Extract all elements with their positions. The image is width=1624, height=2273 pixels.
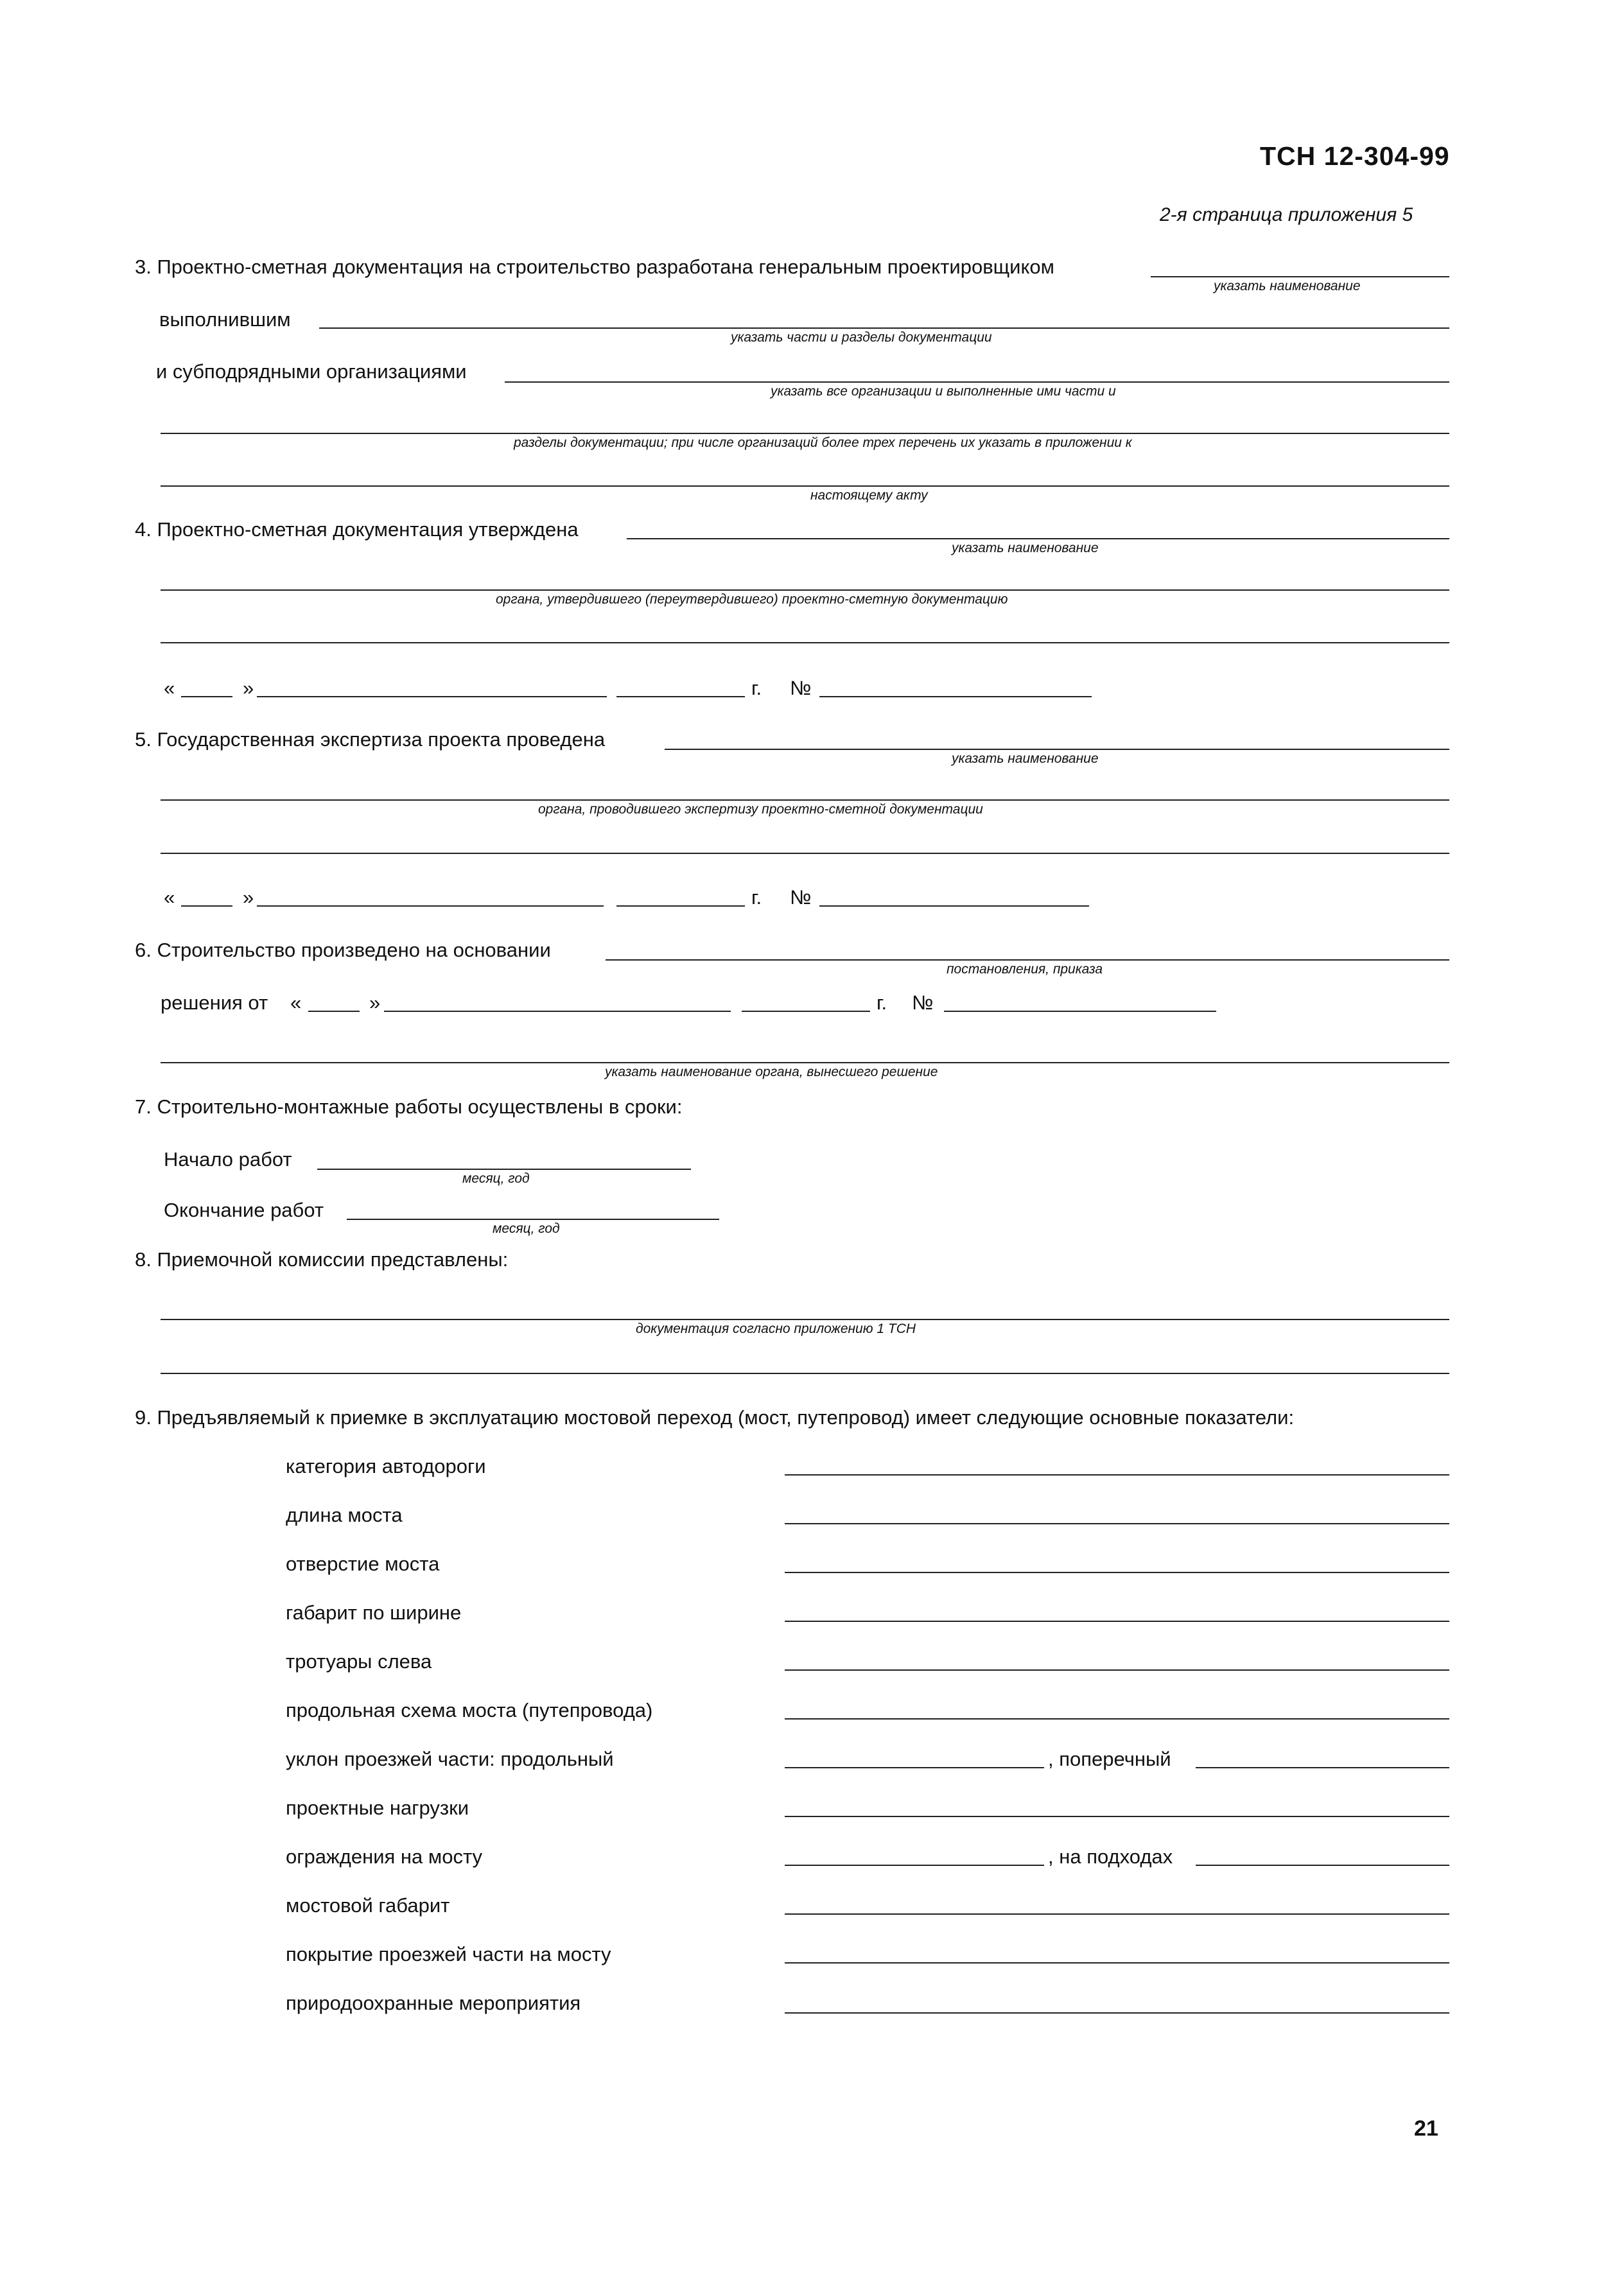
item-6-caption-1: постановления, приказа bbox=[947, 962, 1103, 977]
item-3-org-field[interactable] bbox=[1151, 276, 1449, 277]
item-7-end-label: Окончание работ bbox=[164, 1199, 324, 1221]
item-9-row-label-4: габарит по ширине bbox=[286, 1601, 462, 1624]
item-4-month-field[interactable] bbox=[257, 696, 607, 697]
item-5-text: 5. Государственная экспертиза проекта проведена bbox=[135, 728, 606, 751]
item-3-line-2[interactable] bbox=[161, 433, 1449, 434]
item-4-caption-2: органа, утвердившего (переутвердившего) проектно-сметную документацию bbox=[496, 592, 1008, 607]
item-5-year-field[interactable] bbox=[616, 905, 745, 907]
item-9-row-label-9: ограждения на мосту bbox=[286, 1845, 483, 1868]
item-8-caption: документация согласно приложению 1 ТСН bbox=[636, 1321, 916, 1336]
item-6-day-field[interactable] bbox=[308, 1011, 360, 1012]
item-7-start-label: Начало работ bbox=[164, 1148, 292, 1171]
item-6-body-field[interactable] bbox=[161, 1062, 1449, 1063]
item-5-line-2[interactable] bbox=[161, 799, 1449, 801]
item-3-caption-4: разделы документации; при числе организаций более трех перечень их указать в приложении к bbox=[514, 435, 1132, 450]
item-9-row-field-9b[interactable] bbox=[1196, 1865, 1449, 1866]
item-6-text: 6. Строительство произведено на основании bbox=[135, 939, 551, 961]
item-4-close-quote: » bbox=[243, 677, 254, 699]
item-3-sub-label: и субподрядными организациями bbox=[156, 360, 467, 383]
item-9-row-label-2: длина моста bbox=[286, 1504, 403, 1526]
item-9-row-field-11[interactable] bbox=[785, 1962, 1449, 1964]
item-5-month-field[interactable] bbox=[257, 905, 604, 907]
item-4-org-field[interactable] bbox=[627, 538, 1449, 539]
item-9-row-label-5: тротуары слева bbox=[286, 1650, 432, 1673]
item-9-row-field-8[interactable] bbox=[785, 1816, 1449, 1817]
item-9-row-label-12: природоохранные мероприятия bbox=[286, 1992, 581, 2014]
appendix-page-label: 2-я страница приложения 5 bbox=[1160, 204, 1413, 225]
item-9-row-label-7: уклон проезжей части: продольный bbox=[286, 1748, 614, 1770]
item-4-number-label: № bbox=[790, 677, 812, 699]
page-number: 21 bbox=[1414, 2116, 1438, 2141]
item-7-end-caption: месяц, год bbox=[493, 1221, 560, 1236]
item-9-row-field-3[interactable] bbox=[785, 1572, 1449, 1573]
item-4-open-quote: « bbox=[164, 677, 175, 699]
item-7-end-field[interactable] bbox=[347, 1219, 719, 1220]
item-9-row-field-6[interactable] bbox=[785, 1718, 1449, 1720]
item-8-line-2[interactable] bbox=[161, 1373, 1449, 1374]
item-9-row-label-1: категория автодороги bbox=[286, 1455, 486, 1477]
item-6-decision-label: решения от bbox=[161, 991, 268, 1014]
item-9-row-label-6: продольная схема моста (путепровода) bbox=[286, 1699, 653, 1721]
item-9-row-label-3: отверстие моста bbox=[286, 1553, 440, 1575]
item-4-year-field[interactable] bbox=[616, 696, 745, 697]
item-9-row-field-9a[interactable] bbox=[785, 1865, 1044, 1866]
item-5-line-3[interactable] bbox=[161, 853, 1449, 854]
item-9-row-field-4[interactable] bbox=[785, 1621, 1449, 1622]
document-code: ТСН 12-304-99 bbox=[1260, 141, 1450, 171]
item-5-close-quote: » bbox=[243, 886, 254, 909]
item-4-caption-1: указать наименование bbox=[952, 541, 1099, 555]
item-4-year-label: г. bbox=[751, 677, 762, 699]
item-3-subcontractors-field[interactable] bbox=[505, 381, 1449, 383]
item-9-row-label-8: проектные нагрузки bbox=[286, 1797, 469, 1819]
item-5-open-quote: « bbox=[164, 886, 175, 909]
item-3-caption-1: указать наименование bbox=[1214, 279, 1361, 293]
item-9-row-field-7b[interactable] bbox=[1196, 1767, 1449, 1768]
item-5-year-label: г. bbox=[751, 886, 762, 909]
item-9-text: 9. Предъявляемый к приемке в эксплуатацию мостовой переход (мост, путепровод) имеет следующие основные показатели: bbox=[135, 1406, 1295, 1429]
item-9-row-label-10: мостовой габарит bbox=[286, 1894, 450, 1917]
item-9-row-field-2[interactable] bbox=[785, 1523, 1449, 1524]
item-9-row-field-12[interactable] bbox=[785, 2012, 1449, 2014]
item-9-row-label-11: покрытие проезжей части на мосту bbox=[286, 1943, 611, 1965]
item-7-start-field[interactable] bbox=[317, 1169, 691, 1170]
item-5-number-label: № bbox=[790, 886, 812, 909]
item-8-text: 8. Приемочной комиссии представлены: bbox=[135, 1248, 509, 1271]
item-7-text: 7. Строительно-монтажные работы осуществлены в сроки: bbox=[135, 1095, 683, 1118]
item-3-parts-field[interactable] bbox=[319, 327, 1449, 329]
item-5-number-field[interactable] bbox=[819, 905, 1089, 907]
item-5-caption-1: указать наименование bbox=[952, 751, 1099, 766]
item-6-year-field[interactable] bbox=[742, 1011, 870, 1012]
item-5-caption-2: органа, проводившего экспертизу проектно-сметной документации bbox=[538, 802, 983, 817]
item-8-docs-field[interactable] bbox=[161, 1319, 1449, 1320]
item-6-number-field[interactable] bbox=[944, 1011, 1216, 1012]
item-6-close-quote: » bbox=[369, 991, 381, 1014]
item-4-text: 4. Проектно-сметная документация утверждена bbox=[135, 518, 579, 541]
item-3-caption-3: указать все организации и выполненные ими части и bbox=[771, 384, 1116, 399]
item-6-year-label: г. bbox=[877, 991, 887, 1014]
item-3-line-3[interactable] bbox=[161, 485, 1449, 487]
item-6-caption-2: указать наименование органа, вынесшего решение bbox=[605, 1065, 938, 1079]
item-4-line-2[interactable] bbox=[161, 589, 1449, 591]
item-7-start-caption: месяц, год bbox=[462, 1171, 530, 1186]
item-9-row-field-7a[interactable] bbox=[785, 1767, 1044, 1768]
item-3-caption-5: настоящему акту bbox=[810, 488, 928, 503]
item-6-basis-field[interactable] bbox=[606, 959, 1449, 961]
item-4-line-3[interactable] bbox=[161, 642, 1449, 643]
item-5-day-field[interactable] bbox=[181, 905, 232, 907]
item-3-done-label: выполнившим bbox=[159, 308, 291, 331]
item-9-transverse-label: , поперечный bbox=[1048, 1748, 1171, 1770]
item-9-row-field-5[interactable] bbox=[785, 1669, 1449, 1671]
item-5-org-field[interactable] bbox=[665, 749, 1449, 750]
item-9-row-field-10[interactable] bbox=[785, 1913, 1449, 1915]
item-6-month-field[interactable] bbox=[384, 1011, 731, 1012]
item-6-open-quote: « bbox=[290, 991, 302, 1014]
item-3-text: 3. Проектно-сметная документация на строительство разработана генеральным проектировщиком bbox=[135, 256, 1054, 278]
item-4-number-field[interactable] bbox=[819, 696, 1092, 697]
item-6-number-label: № bbox=[912, 991, 934, 1014]
item-3-caption-2: указать части и разделы документации bbox=[731, 330, 992, 345]
item-9-approaches-label: , на подходах bbox=[1048, 1845, 1173, 1868]
item-4-day-field[interactable] bbox=[181, 696, 232, 697]
item-9-row-field-1[interactable] bbox=[785, 1474, 1449, 1476]
